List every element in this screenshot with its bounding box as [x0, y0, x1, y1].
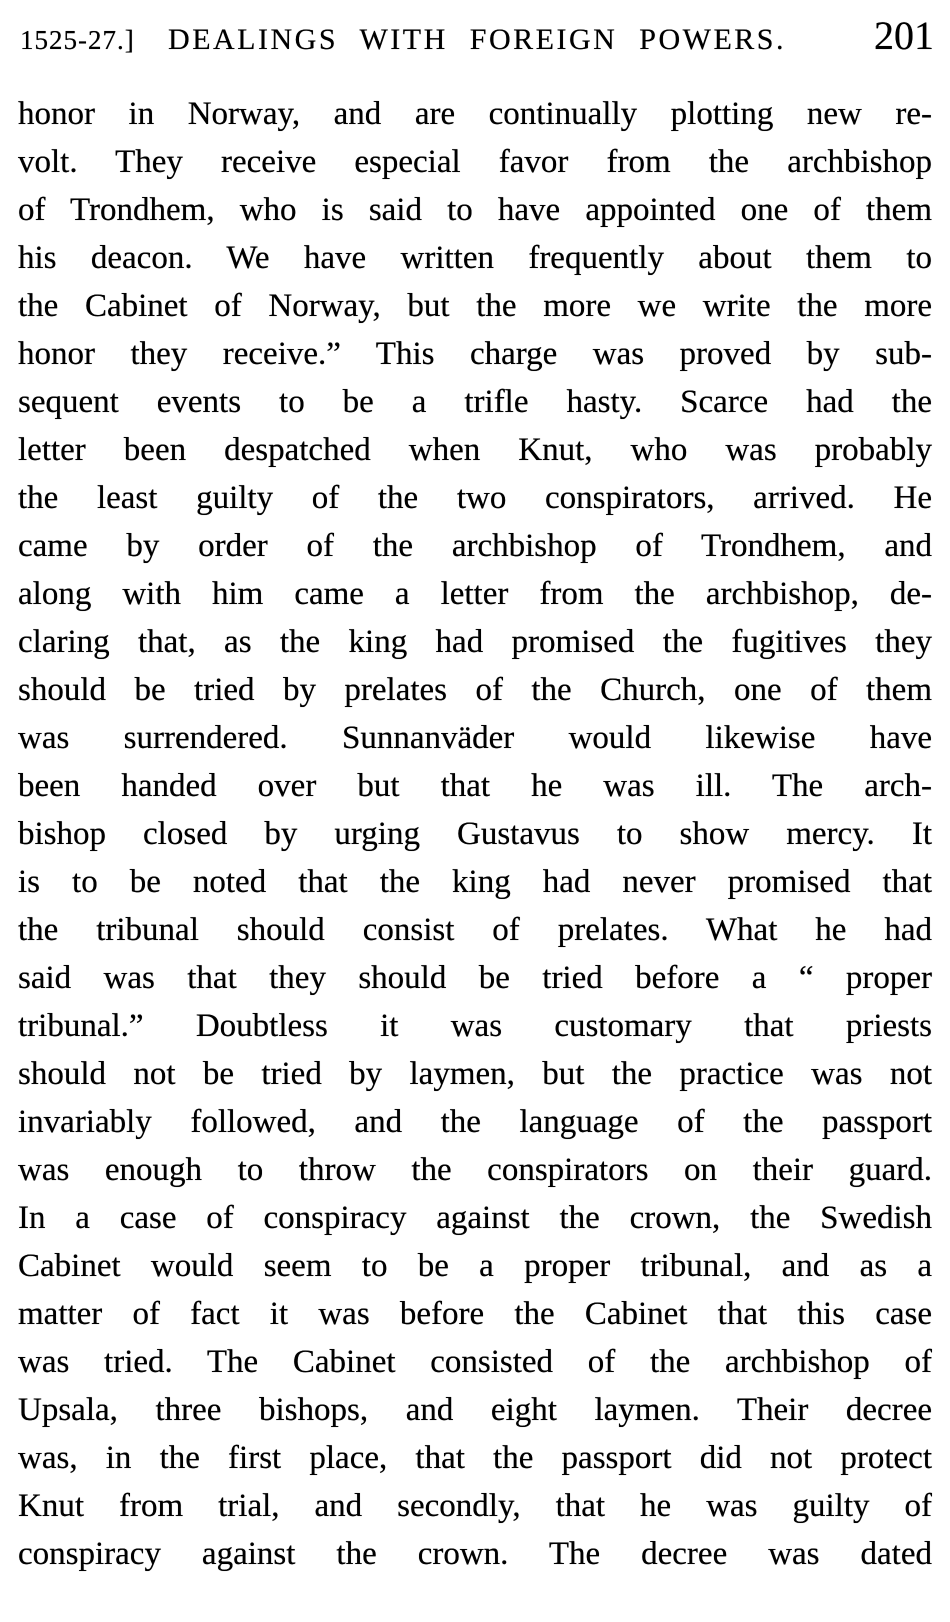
text-line: the tribunal should consist of prelates. What he had [18, 912, 932, 948]
page-number: 201 [874, 13, 934, 58]
text-line: should not be tried by laymen, but the practice was not [18, 1056, 932, 1092]
text-line: volt. They receive especial favor from the archbishop [18, 144, 932, 180]
text-line: honor in Norway, and are continually plotting new re- [18, 96, 932, 132]
text-line: of Trondhem, who is said to have appointed one of them [18, 192, 932, 228]
text-line: honor they receive.” This charge was proved by sub- [18, 336, 932, 372]
chapter-title: DEALINGS WITH FOREIGN POWERS. [168, 23, 786, 56]
text-line: came by order of the archbishop of Trondhem, and [18, 528, 932, 564]
text-line: along with him came a letter from the archbishop, de- [18, 576, 932, 612]
text-line: his deacon. We have written frequently about them to [18, 240, 932, 276]
text-line: was tried. The Cabinet consisted of the archbishop of [18, 1344, 932, 1380]
text-line: sequent events to be a trifle hasty. Scarce had the [18, 384, 932, 420]
running-header [0, 0, 950, 59]
text-line: the Cabinet of Norway, but the more we write the more [18, 288, 932, 324]
text-line: said was that they should be tried before a “ proper [18, 960, 932, 996]
text-line: tribunal.” Doubtless it was customary that priests [18, 1008, 932, 1044]
text-line: was, in the first place, that the passport did not protect [18, 1440, 932, 1476]
text-line: the least guilty of the two conspirators, arrived. He [18, 480, 932, 516]
header-date-range: 1525-27.] [20, 25, 135, 55]
text-line: invariably followed, and the language of the passport [18, 1104, 932, 1140]
text-line: claring that, as the king had promised the fugitives they [18, 624, 932, 660]
text-line: conspiracy against the crown. The decree was dated [18, 1536, 932, 1572]
text-line: Cabinet would seem to be a proper tribunal, and as a [18, 1248, 932, 1284]
text-line: is to be noted that the king had never promised that [18, 864, 932, 900]
text-line: been handed over but that he was ill. The arch- [18, 768, 932, 804]
text-line: In a case of conspiracy against the crown, the Swedish [18, 1200, 932, 1236]
text-line: bishop closed by urging Gustavus to show mercy. It [18, 816, 932, 852]
text-line: Upsala, three bishops, and eight laymen. Their decree [18, 1392, 932, 1428]
text-line: should be tried by prelates of the Church, one of them [18, 672, 932, 708]
text-line: letter been despatched when Knut, who was probably [18, 432, 932, 468]
text-line: was enough to throw the conspirators on their guard. [18, 1152, 932, 1188]
text-line: Knut from trial, and secondly, that he was guilty of [18, 1488, 932, 1524]
text-line: was surrendered. Sunnanväder would likewise have [18, 720, 932, 756]
page-body [0, 90, 950, 1578]
text-line: matter of fact it was before the Cabinet that this case [18, 1296, 932, 1332]
